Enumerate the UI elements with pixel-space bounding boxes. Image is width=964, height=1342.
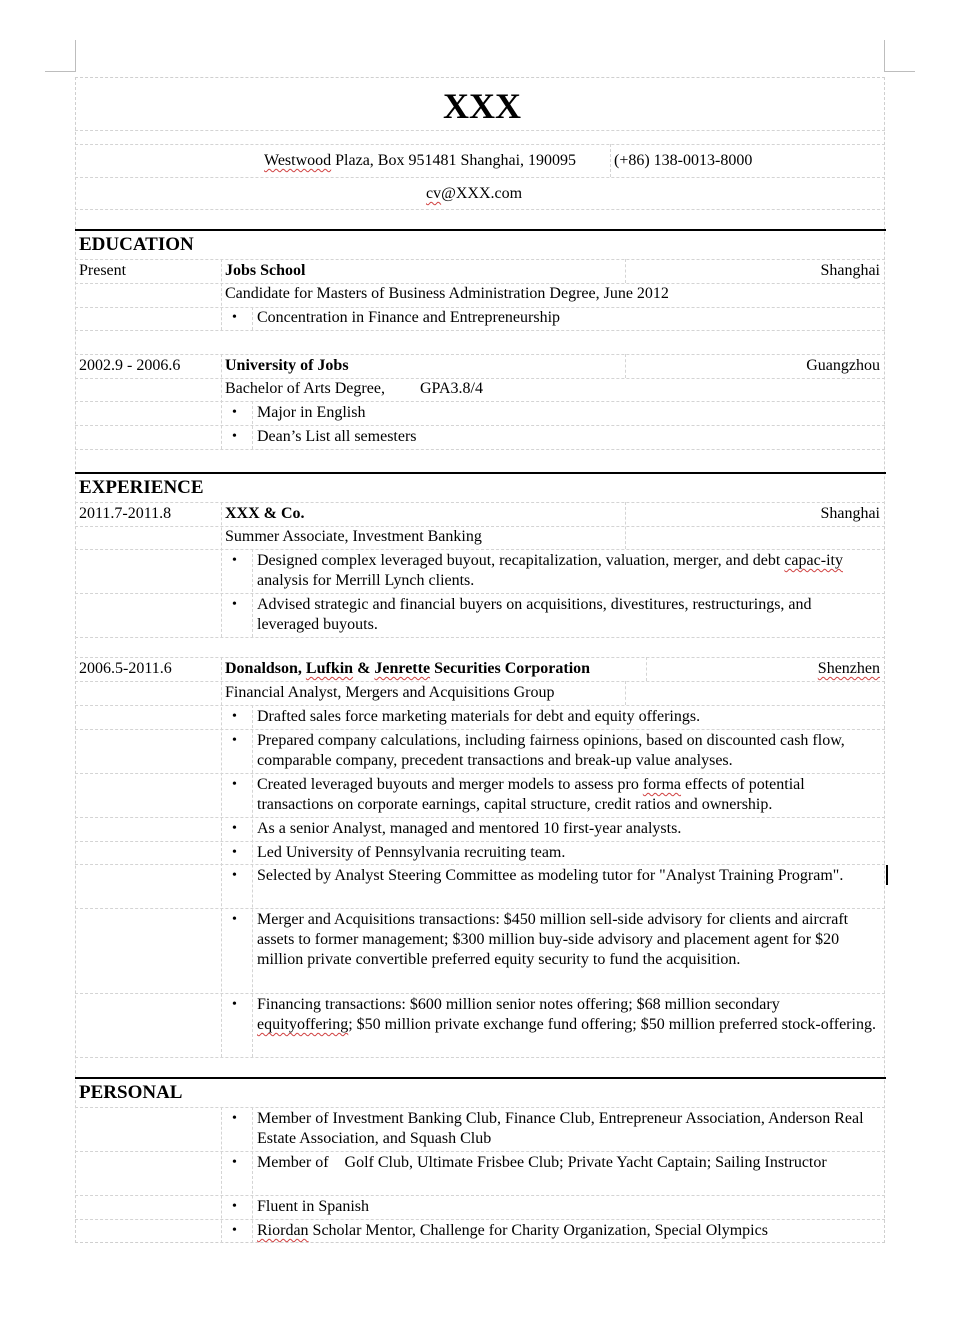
crop-mark [45,71,75,72]
bullet-icon: • [232,1199,237,1214]
exp-bullet: Created leveraged buyouts and merger models to assess pro forma effects of potential transactions on corporate earnings, capital structure, credit ratios and ownership. [257,776,805,813]
table-gridline [625,354,626,378]
table-gridline [75,817,885,818]
exp-bullet: Financing transactions: $600 million senior notes offering; $68 million secondary equityoffering; $50 million private exchange fund offering; $50 million preferred stock-offering. [257,996,876,1033]
table-gridline [252,1107,253,1243]
section-rule [75,229,886,231]
personal-bullet: Riordan Scholar Mentor, Challenge for Charity Organization, Special Olympics [257,1222,768,1239]
edu-school: Jobs School [225,262,306,279]
exp-location: Shenzhen [817,660,880,677]
edu-bullet: Dean’s List all semesters [257,428,417,445]
exp-company: XXX & Co. [225,505,305,522]
edu-location: Shanghai [820,262,880,279]
crop-mark [884,40,885,72]
table-gridline [75,449,885,450]
bullet-icon: • [232,1155,237,1170]
table-gridline [75,502,885,503]
edu-degree: Candidate for Masters of Business Administration Degree, June 2012 [225,285,669,302]
edu-school: University of Jobs [225,357,349,374]
bullet-icon: • [232,868,237,883]
table-gridline [221,1107,222,1243]
edu-degree: Bachelor of Arts Degree, [225,380,385,397]
exp-bullet: Drafted sales force marketing materials for debt and equity offerings. [257,708,701,725]
bullet-icon: • [232,845,237,860]
table-gridline [75,1151,885,1152]
resume-name: XXX [443,86,521,126]
table-gridline [221,259,222,330]
bullet-icon: • [232,429,237,444]
section-title-personal: PERSONAL [79,1082,183,1103]
table-gridline [75,177,885,178]
section-title-education: EDUCATION [79,234,194,255]
table-gridline [75,705,885,706]
table-gridline [75,864,885,865]
table-gridline [610,144,611,177]
bullet-icon: • [232,1111,237,1126]
bullet-icon: • [232,553,237,568]
exp-bullet: Led University of Pennsylvania recruiting team. [257,844,566,861]
text-cursor [886,865,888,885]
section-rule [75,1077,886,1079]
table-gridline [75,993,885,994]
bullet-icon: • [232,310,237,325]
crop-mark [75,40,76,72]
table-gridline [75,425,885,426]
exp-date: 2006.5-2011.6 [79,660,172,677]
personal-bullet: Member of Investment Banking Club, Finance Club, Entrepreneur Association, Anderson Real Estate Association, and Squash Club [257,1110,864,1147]
table-gridline [75,593,885,594]
section-title-experience: EXPERIENCE [79,477,204,498]
table-gridline [75,330,885,331]
table-gridline [75,209,885,210]
exp-bullet: Designed complex leveraged buyout, recapitalization, valuation, merger, and debt capac-ity analysis for Merrill Lynch clients. [257,552,843,589]
table-gridline [75,637,885,638]
exp-bullet: Merger and Acquisitions transactions: $450 million sell-side advisory for clients and aircraft assets to former management; $300 million buy-side advisory and placement agent for $20 million private convertible preferred equity security to fund the acquisition. [257,911,849,968]
table-gridline [75,1107,885,1108]
edu-date: 2002.9 - 2006.6 [79,357,181,374]
table-gridline [75,1057,885,1058]
table-gridline [646,657,647,681]
table-gridline [75,259,885,260]
bullet-icon: • [232,1223,237,1238]
exp-bullet: Advised strategic and financial buyers on acquisitions, divestitures, restructurings, and leveraged buyouts. [257,596,812,633]
bullet-icon: • [232,405,237,420]
personal-bullet: Fluent in Spanish [257,1198,370,1215]
table-gridline [75,773,885,774]
edu-date: Present [79,262,127,279]
bullet-icon: • [232,733,237,748]
bullet-icon: • [232,777,237,792]
edu-gpa: GPA3.8/4 [420,380,483,397]
table-gridline [75,549,885,550]
table-gridline [252,705,253,1057]
exp-role: Summer Associate, Investment Banking [225,528,482,545]
table-gridline [75,1219,885,1220]
table-gridline [75,1195,885,1196]
table-gridline [75,130,885,131]
exp-date: 2011.7-2011.8 [79,505,172,522]
crop-mark [885,71,915,72]
bullet-icon: • [232,912,237,927]
edu-bullet: Concentration in Finance and Entrepreneurship [257,309,561,326]
exp-bullet: As a senior Analyst, managed and mentored 10 first-year analysts. [257,820,682,837]
table-gridline [75,841,885,842]
table-gridline [625,259,626,283]
contact-address: Westwood Plaza, Box 951481 Shanghai, 190095 [264,152,577,169]
table-gridline [252,401,253,449]
exp-role: Financial Analyst, Mergers and Acquisitions Group [225,684,555,701]
contact-phone: (+86) 138-0013-8000 [614,152,753,169]
contact-email: cv@XXX.com [426,185,523,202]
edu-bullet: Major in English [257,404,366,421]
table-gridline [75,144,885,145]
bullet-icon: • [232,821,237,836]
bullet-icon: • [232,709,237,724]
personal-bullet: Member of Golf Club, Ultimate Frisbee Club; Private Yacht Captain; Sailing Instructor [257,1154,827,1171]
table-gridline [75,908,885,909]
table-gridline [75,401,885,402]
section-rule [75,472,886,474]
exp-company: Donaldson, Lufkin & Jenrette Securities Corporation [225,660,591,677]
bullet-icon: • [232,597,237,612]
table-gridline [221,502,222,637]
table-gridline [75,729,885,730]
exp-bullet: Selected by Analyst Steering Committee as modeling tutor for "Analyst Training Program". [257,867,844,884]
table-gridline [75,657,885,658]
table-gridline [221,657,222,1057]
table-gridline [75,681,885,682]
table-gridline [252,307,253,330]
table-gridline [221,354,222,449]
table-gridline [625,681,626,705]
exp-location: Shanghai [820,505,880,522]
exp-bullet: Prepared company calculations, including fairness opinions, based on discounted cash flow, comparable company, precedent transactions and break-up value analyses. [257,732,845,769]
table-gridline [252,549,253,637]
table-gridline [625,502,626,549]
bullet-icon: • [232,997,237,1012]
edu-location: Guangzhou [806,357,880,374]
table-gridline [75,354,885,355]
